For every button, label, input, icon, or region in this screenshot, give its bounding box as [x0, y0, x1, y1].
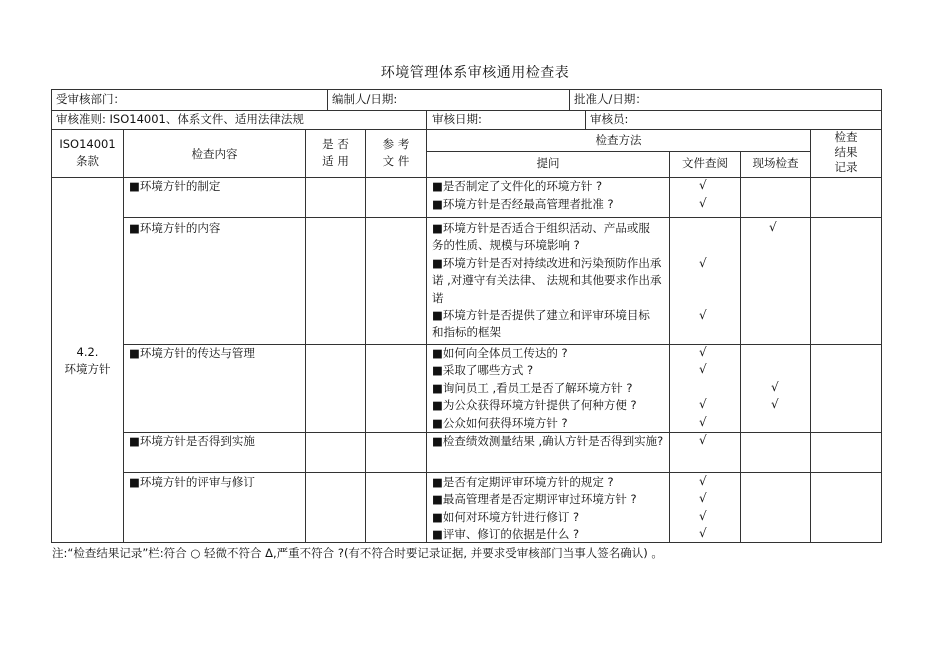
question-line: ■为公众获得环境方针提供了何种方便 ?	[432, 398, 637, 412]
question-line: ■环境方针是否提供了建立和评审环境目标和指标的框架	[432, 308, 650, 340]
col-reference-line1: 参 考	[382, 137, 410, 151]
question-line: ■环境方针是否适合于组织活动、产品或服务的性质、规模与环境影响 ?	[432, 221, 650, 253]
question-line: ■如何向全体员工传达的 ?	[432, 346, 568, 360]
question-line: ■询问员工 ,看员工是否了解环境方针 ?	[432, 381, 633, 395]
table-border-top	[51, 89, 882, 90]
content-item: ■环境方针是否得到实施	[129, 434, 255, 448]
col-clause-line1: ISO14001	[59, 137, 116, 151]
table-border-right	[881, 89, 882, 543]
table-line-row3	[51, 129, 882, 130]
content-item: ■环境方针的内容	[129, 221, 221, 235]
table-line-method-split	[426, 151, 810, 152]
audit-date-label: 审核日期:	[432, 112, 482, 126]
doc-check-mark: √	[699, 433, 707, 447]
col-content-header: 检查内容	[191, 147, 238, 161]
doc-check-mark: √	[699, 362, 707, 376]
col-result-line1: 检查	[834, 130, 858, 144]
content-item: ■环境方针的评审与修订	[129, 475, 255, 489]
col-line-content	[305, 129, 306, 543]
page-title: 环境管理体系审核通用检查表	[380, 65, 570, 81]
doc-check-mark: √	[699, 526, 707, 540]
doc-check-mark: √	[699, 178, 707, 192]
doc-check-mark: √	[699, 474, 707, 488]
criteria-divider-1	[426, 110, 427, 129]
col-question-header: 提问	[536, 156, 560, 170]
doc-check-mark: √	[699, 491, 707, 505]
col-line-reference	[426, 129, 427, 543]
header-divider-1	[327, 89, 328, 110]
col-applicable-line2: 适 用	[322, 154, 349, 168]
site-check-mark: √	[771, 397, 779, 411]
question-line: ■是否制定了文件化的环境方针 ?	[432, 179, 603, 193]
question-line: ■采取了哪些方式 ?	[432, 363, 534, 377]
col-result-line3: 记录	[834, 160, 858, 174]
doc-check-mark: √	[699, 196, 707, 210]
question-line: ■环境方针是否对持续改进和污染预防作出承诺 ,对遵守有关法律、 法规和其他要求作出承诺	[432, 256, 662, 305]
dept-label: 受审核部门：	[56, 92, 125, 106]
clause-name: 环境方针	[64, 362, 111, 376]
col-line-doc	[740, 151, 741, 543]
content-item: ■环境方针的传达与管理	[129, 346, 255, 360]
criteria-divider-2	[585, 110, 586, 129]
site-check-mark: √	[771, 380, 779, 394]
col-doc-header: 文件查阅	[682, 156, 728, 170]
content-item: ■环境方针的制定	[129, 179, 221, 193]
col-line-question	[669, 151, 670, 543]
col-line-site	[810, 129, 811, 543]
col-method-header: 检查方法	[595, 133, 642, 147]
col-line-applicable	[365, 129, 366, 543]
col-site-header: 现场检查	[752, 156, 799, 170]
doc-check-mark: √	[699, 345, 707, 359]
question-line: ■环境方针是否经最高管理者批准 ?	[432, 197, 614, 211]
col-applicable-line1: 是 否	[322, 137, 349, 151]
doc-check-mark: √	[699, 256, 707, 270]
question-line: ■公众如何获得环境方针 ?	[432, 416, 568, 430]
question-line: ■最高管理者是否定期评审过环境方针 ?	[432, 492, 637, 506]
question-line: ■评审、修订的依据是什么 ?	[432, 527, 580, 541]
approver-label: 批准人/日期：	[574, 92, 647, 106]
clause-number: 4.2.	[76, 345, 99, 359]
criteria-label: 审核准则: ISO14001、体系文件、适用法律法规	[56, 112, 304, 126]
compiler-label: 编制人/日期:	[332, 92, 398, 106]
doc-check-mark: √	[699, 308, 707, 322]
table-line-item4	[123, 472, 882, 473]
header-divider-2	[569, 89, 570, 110]
doc-check-mark: √	[699, 415, 707, 429]
question-line: ■如何对环境方针进行修订 ?	[432, 510, 580, 524]
doc-check-mark: √	[699, 397, 707, 411]
site-check-mark: √	[769, 220, 777, 234]
col-reference-line2: 文 件	[382, 154, 410, 168]
table-line-item1	[123, 217, 882, 218]
col-clause-line2: 条款	[76, 154, 99, 168]
question-line: ■是否有定期评审环境方针的规定 ?	[432, 475, 614, 489]
question-line: ■检查绩效测量结果 ,确认方针是否得到实施?	[432, 434, 664, 448]
auditor-label: 审核员:	[590, 112, 629, 126]
footnote: 注:“检查结果记录”栏:符合 ○ 轻微不符合 Δ,严重不符合 ?(有不符合时要记录证据, 并要求受审核部门当事人签名确认) 。	[52, 546, 663, 560]
col-result-line2: 结果	[834, 145, 858, 159]
col-line-clause	[123, 129, 124, 543]
doc-check-mark: √	[699, 509, 707, 523]
